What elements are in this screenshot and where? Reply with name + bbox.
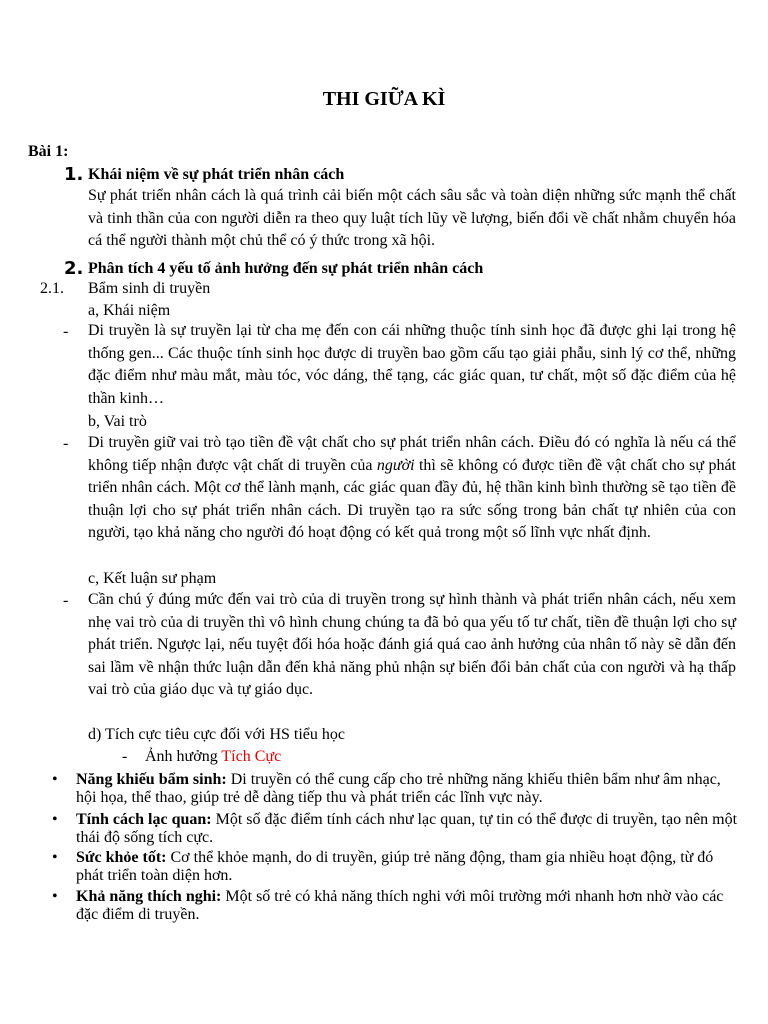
part-b-text-italic: người	[376, 456, 415, 474]
bullet-item-bold: Năng khiếu bẩm sinh:	[76, 771, 227, 788]
bullet-item-text: Một số đặc điểm tính cách như lạc quan, tự tin có thể được di truyền, tạo nên một thái độ sống tích cực.	[76, 811, 738, 846]
part-d-subitem	[145, 748, 281, 766]
section-1-heading: Khái niệm về sự phát triển nhân cách	[88, 166, 345, 183]
part-d-subitem-highlight: Tích Cực	[221, 748, 282, 765]
part-c-dash: -	[63, 592, 69, 609]
part-b-text-1: Di truyền giữ vai trò tạo tiền đề vật chất cho sự phát triển nhân cách. Điều đó có nghĩa là nếu cá thể không tiếp nhận được vật chất di truyền của	[88, 434, 736, 474]
section-2-heading: Phân tích 4 yếu tố ảnh hưởng đến sự phát triển nhân cách	[88, 260, 484, 277]
part-b-dash: -	[63, 435, 69, 452]
part-a-dash: -	[63, 323, 69, 340]
bullet-glyph: •	[52, 771, 58, 788]
section-1-body: Sự phát triển nhân cách là quá trình cải biến một cách sâu sắc và toàn diện những sức mạnh thể chất và tinh thần của con người diễn ra theo quy luật tích lũy về lượng, biến đổi về chất nhằm chuyển hóa cá thể người thành một chủ thể có ý thức trong xã hội.	[88, 187, 736, 249]
part-c-label: c, Kết luận sư phạm	[88, 570, 217, 587]
bullet-item-bold: Khả năng thích nghi:	[76, 888, 222, 905]
section-1-number: 1.	[64, 164, 84, 185]
bullet-item	[76, 771, 740, 807]
subsection-number: 2.1.	[40, 280, 64, 297]
section-2-number: 2.	[64, 258, 84, 279]
subsection-title: Bẩm sinh di truyền	[88, 280, 211, 297]
bullet-glyph: •	[52, 888, 58, 905]
bullet-item-bold: Tính cách lạc quan:	[76, 811, 212, 828]
part-a-label: a, Khái niệm	[88, 302, 171, 319]
page-title: THI GIỮA KÌ	[322, 88, 446, 110]
part-b-text	[88, 432, 736, 545]
part-a-text: Di truyền là sự truyền lại từ cha mẹ đến con cái những thuộc tính sinh học đã được ghi lại trong hệ thống gen... Các thuộc tính sinh học được di truyền bao gồm cấu tạo giải phẫu, sinh lý cơ thể, những đặc điểm như màu mắt, màu tóc, vóc dáng, thể tạng, các giác quan, tư chất, một số đặc điểm của hệ thần kinh…	[88, 322, 736, 407]
bullet-item-text: Di truyền có thể cung cấp cho trẻ những năng khiếu thiên bẩm như âm nhạc, hội họa, thể thao, giúp trẻ dễ dàng tiếp thu và phát triển các lĩnh vực này.	[76, 771, 721, 806]
part-d-label: d) Tích cực tiêu cực đối với HS tiểu học	[88, 726, 345, 743]
bullet-item-text: Một số trẻ có khả năng thích nghi với môi trường mới nhanh hơn nhờ vào các đặc điểm di truyền.	[76, 888, 724, 923]
part-c-text: Cần chú ý đúng mức đến vai trò của di truyền trong sự hình thành và phát triển nhân cách, nếu xem nhẹ vai trò của di truyền thì vô hình chung chúng ta đã bỏ qua yếu tố tư chất, tiền đề thuận lợi cho sự phát triển. Ngược lại, nếu tuyệt đối hóa hoặc đánh giá quá cao ảnh hưởng của nhân tố này sẽ dẫn đến sai lầm về nhận thức luận dẫn đến khả năng phủ nhận sự biến đổi bản chất của con người và hạ thấp vai trò của giáo dục và tự giáo dục.	[88, 591, 736, 698]
bullet-item	[76, 811, 740, 847]
bullet-glyph: •	[52, 849, 58, 866]
bullet-glyph: •	[52, 811, 58, 828]
bullet-item	[76, 849, 740, 885]
bullet-item-bold: Sức khỏe tốt:	[76, 849, 167, 866]
part-b-label: b, Vai trò	[88, 413, 147, 430]
part-b-text-2: thì sẽ không có được tiền đề vật chất cho sự phát triển nhân cách. Một cơ thể lành mạnh, các giác quan đầy đủ, hệ thần kinh bình thường sẽ tạo tiền đề thuận lợi cho sự phát triển nhân cách. Di truyền tạo ra sức sống trong bản chất tự nhiên của con người, tạo khả năng cho người đó hoạt động có kết quả trong một số lĩnh vực nhất định.	[88, 456, 737, 541]
part-d-dash: -	[122, 748, 128, 765]
part-d-subitem-prefix: Ảnh hưởng	[145, 748, 222, 765]
bullet-item-text: Cơ thể khỏe mạnh, do di truyền, giúp trẻ năng động, tham gia nhiều hoạt động, từ đó phát triển toàn diện hơn.	[76, 849, 714, 884]
bullet-item	[76, 888, 740, 924]
exercise-label: Bài 1:	[28, 143, 69, 160]
